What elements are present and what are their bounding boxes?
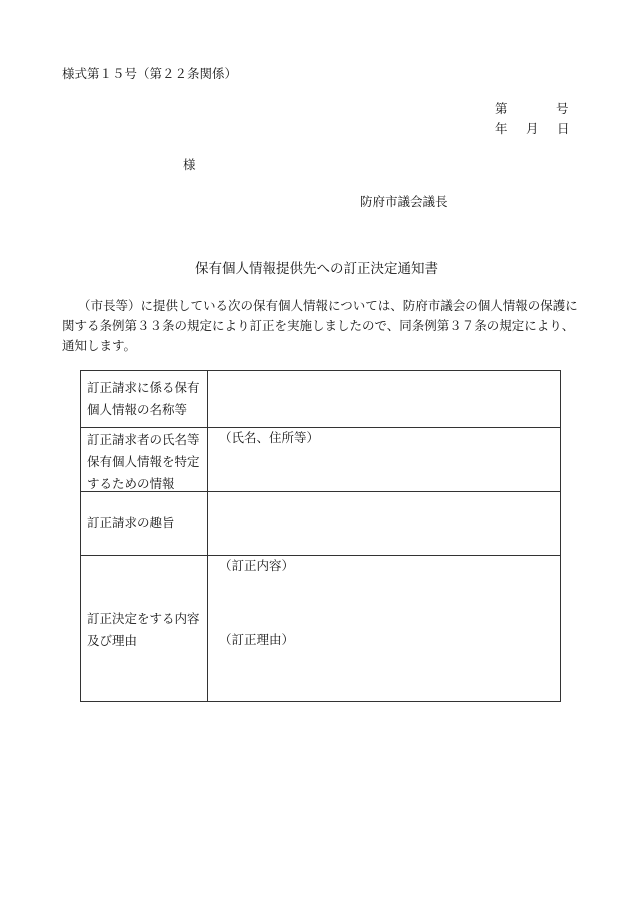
info-table: [80, 370, 561, 702]
label-line: 訂正請求者の氏名等: [87, 432, 200, 447]
table-row-divider: [81, 555, 560, 556]
row-label-request-purpose: [87, 512, 175, 534]
body-line: 関する条例第３３条の規定により訂正を実施しましたので、同条例第３７条の規定により、: [62, 318, 575, 333]
date-month-label: 月: [526, 121, 539, 136]
label-line: 個人情報の名称等: [87, 402, 188, 417]
label-line: 訂正請求の趣旨: [87, 515, 175, 530]
correction-content-hint: （訂正内容）: [219, 558, 295, 573]
row-label-decision: [87, 608, 200, 652]
date-day-label: 日: [557, 121, 570, 136]
correction-reason-hint: （訂正理由）: [219, 632, 295, 647]
body-line: 通知します。: [62, 338, 137, 353]
body-line: （市長等）に提供している次の保有個人情報については、防府市議会の個人情報の保護に: [78, 298, 578, 313]
recipient-honorific: 様: [183, 157, 196, 172]
sender-name: 防府市議会議長: [360, 194, 448, 209]
label-line: 及び理由: [87, 633, 138, 648]
doc-number-suffix: 号: [556, 101, 569, 116]
date-year-label: 年: [495, 121, 508, 136]
row-label-target-info: [87, 377, 200, 421]
table-column-divider: [207, 371, 208, 701]
label-line: 保有個人情報を特定: [87, 454, 200, 469]
requester-value-hint: （氏名、住所等）: [219, 430, 320, 445]
row-label-requester: [87, 429, 200, 495]
table-row-divider: [81, 427, 560, 428]
label-line: 訂正決定をする内容: [87, 611, 200, 626]
document-title: 保有個人情報提供先への訂正決定通知書: [195, 261, 438, 277]
doc-number-label: 第: [495, 101, 508, 116]
body-paragraph: [62, 296, 578, 356]
form-number: 様式第１５号（第２２条関係）: [62, 66, 238, 81]
label-line: 訂正請求に係る保有: [87, 380, 200, 395]
label-line: するための情報: [87, 476, 175, 491]
